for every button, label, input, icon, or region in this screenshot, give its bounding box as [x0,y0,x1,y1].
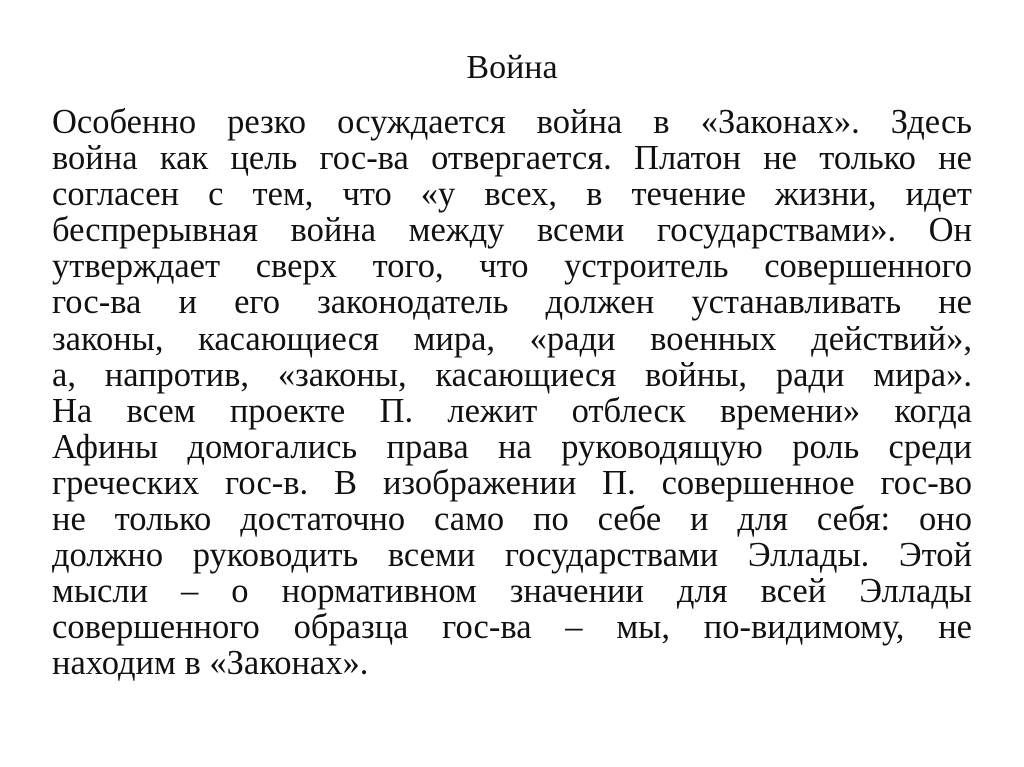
body-line: гос-ва и его законодатель должен устанавливать не [52,283,972,322]
body-line: должно руководить всеми государствами Эллады. Этой [52,536,972,575]
slide-title: Война [466,49,558,86]
body-line: На всем проекте П. лежит отблеск времени» когда [52,391,972,430]
body-line: греческих гос-в. В изображении П. совершенное гос-во [52,463,972,502]
body-line: война как цель гос-ва отвергается. Платон не только не [52,139,972,178]
body-line: утверждает сверх того, что устроитель совершенного [52,247,972,286]
body-line: мысли – о нормативном значении для всей Эллады [52,572,972,611]
body-line: а, напротив, «законы, касающиеся войны, ради мира». [52,355,972,394]
body-line: законы, касающиеся мира, «ради военных действий», [52,319,972,358]
body-line: совершенного образца гос-ва – мы, по-видимому, не [52,608,972,647]
body-line: не только достаточно само по себе и для себя: оно [52,500,972,539]
body-line: согласен с тем, что «у всех, в течение жизни, идет [52,175,972,214]
slide-body-text [52,104,972,682]
body-line-last: находим в «Законах». [52,644,369,683]
body-line: беспрерывная война между всеми государствами». Он [52,211,972,250]
body-line: Особенно резко осуждается война в «Законах». Здесь [52,103,972,141]
body-line: Афины домогались права на руководящую роль среди [52,427,972,466]
